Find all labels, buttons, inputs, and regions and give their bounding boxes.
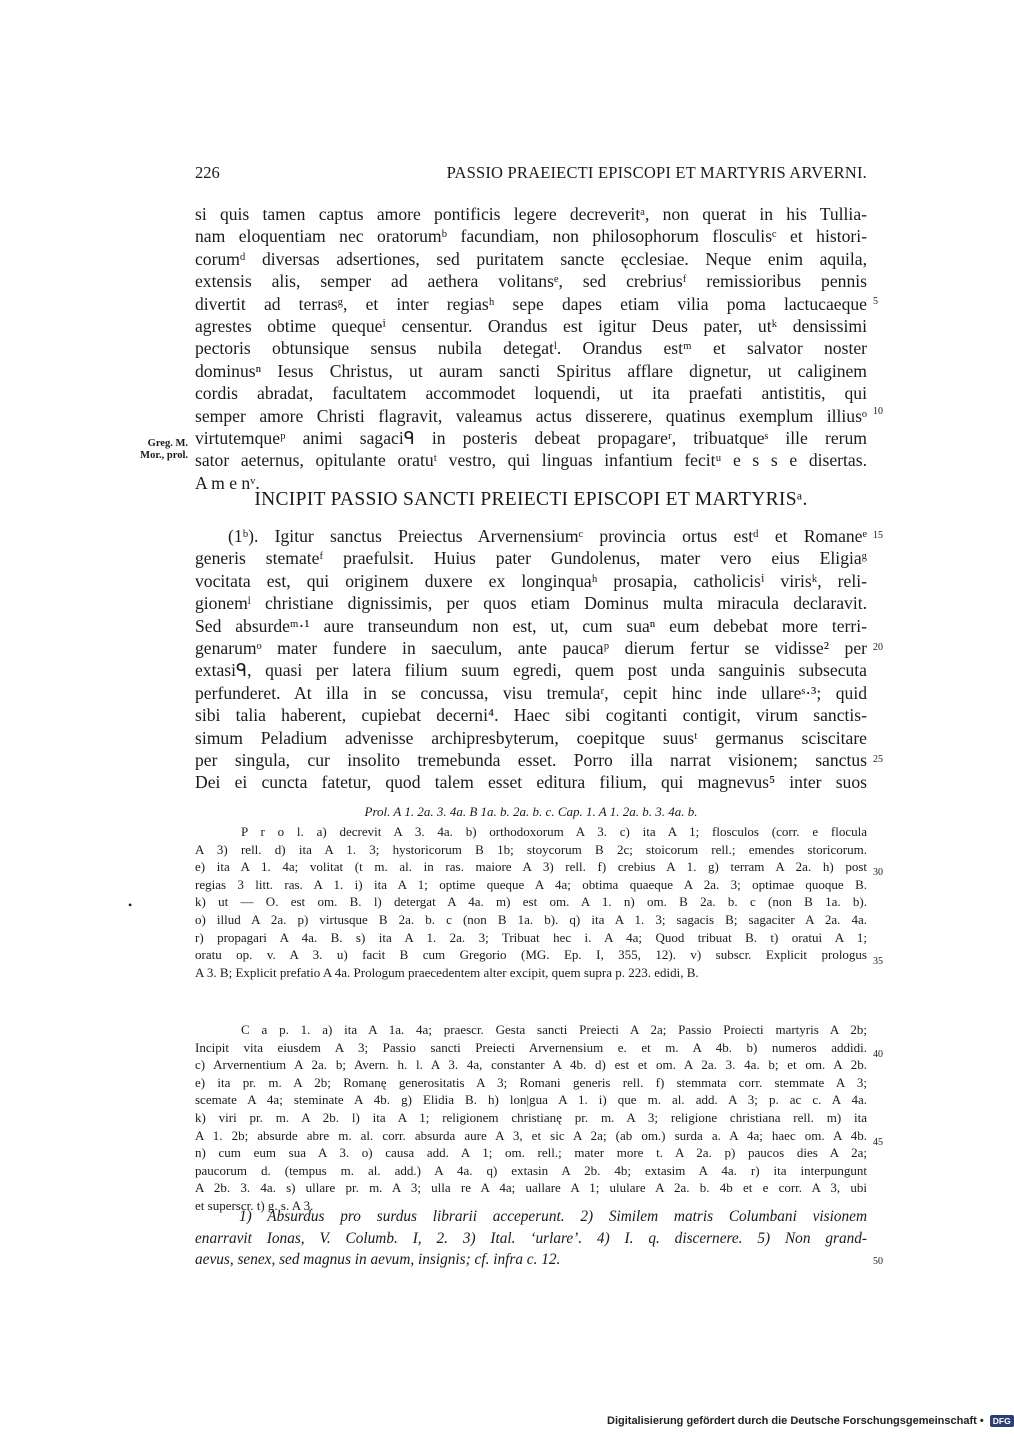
apparatus-line: A 3. B; Explicit prefatio A 4a. Prologum praecedentem alter excipit, quem supra p. 223. edidi, B. xyxy=(195,964,699,980)
line-number: 5 xyxy=(873,296,878,307)
apparatus-line: Incipit vita eiusdem A 3; Passio sancti Preiecti Arvernensium e. et m. A 4b. b) numeros addidi. xyxy=(195,1039,867,1055)
chapter-line: perfunderet. At illa in se concussa, visu tremulaʳ, cepit hinc inde ullareˢ·³; quid xyxy=(195,682,867,703)
apparatus-line: C a p. 1. a) ita A 1a. 4a; praescr. Gesta sancti Preiecti A 2a; Passio Proiecti martyris A 2b; xyxy=(241,1022,867,1037)
chapter-line: (1ᵇ). Igitur sanctus Preiectus Arvernensiumᶜ provincia ortus estᵈ et Romaneᵉ xyxy=(228,526,867,546)
apparatus-line: c) Arvernentium A 2a. b; Avern. h. l. A 3. 4a, constanter A 4b. d) est et om. A 2a. 3. 4a. b; et om. A 2b. xyxy=(195,1057,867,1073)
funding-credit xyxy=(607,1415,1014,1427)
apparatus-line: k) ut — O. est om. B. l) detergat A 4a. m) est om. A 1. n) om. B 2a. b. c (non B 1a. b). xyxy=(195,894,867,910)
prologue-line: cordis abradat, facultatem accommodet loquendi, ut ita praefati antistitis, qui xyxy=(195,383,867,404)
line-number: 10 xyxy=(873,406,883,417)
apparatus-line: A 1. 2b; absurde abre m. al. corr. absurda aure A 3, et sic A 2a; (ab om.) surda a. A 4a; haec om. A 4b. xyxy=(195,1127,867,1143)
apparatus-line: paucorum d. (tempus m. al. add.) A 4a. q) extasin A 2b. 4b; extasim A 4a. r) ita interpungunt xyxy=(195,1162,867,1178)
apparatus-line: regias 3 litt. ras. A 1. i) ita A 1; optime queque A 4a; obtima quaeque A 2a. 3; optimae quoque B. xyxy=(195,876,867,892)
margin-reference-line: Mor., prol. xyxy=(140,450,188,461)
apparatus-line: n) cum eum sua A 3. o) causa add. A 1; om. rell.; mater more t. A 2a. p) paucos dies A 2a; xyxy=(195,1145,867,1161)
running-title: PASSIO PRAEIECTI EPISCOPI ET MARTYRIS ARVERNI. xyxy=(446,163,867,182)
chapter-line: generis stemateᶠ praefulsit. Huius pater Gundolenus, mater vero eius Eligiaᵍ xyxy=(195,548,867,569)
prologue-line: agrestes obtime quequeⁱ censentur. Orandus est igitur Deus pater, utᵏ densissimi xyxy=(195,315,867,336)
line-number: 30 xyxy=(873,867,883,878)
prologue-line: virtutemqueᵖ animi sagaciᑫ in posteris debeat propagareʳ, tribuatqueˢ ille rerum xyxy=(195,427,867,448)
margin-mark: • xyxy=(128,898,133,912)
prologue-line: divertit ad terrasᵍ, et inter regiasʰ sepe dapes etiam vilia poma lactucaeque xyxy=(195,293,867,314)
chapter-line: simum Peladium advenisse archipresbyterum, coepitque suusᵗ germanus sciscitare xyxy=(195,727,867,748)
chapter-line: sibi talia haberent, cupiebat decerni⁴. Haec sibi cogitanti contigit, virum sanctis- xyxy=(195,705,867,726)
prologue-line: semper amore Christi flagravit, valeamus actus disserere, quatinus exemplum illiusᵒ xyxy=(195,405,867,426)
running-header xyxy=(195,163,867,187)
chapter-line: Sed absurdeᵐ·¹ aure transeundum non est, ut, cum suaⁿ eum debebat more terri- xyxy=(195,615,867,636)
line-number: 40 xyxy=(873,1049,883,1060)
apparatus-line: k) viri pr. m. A 2b. l) ita A 1; religionem christianę pr. m. A 3; religione christiana rell. m) ita xyxy=(195,1109,867,1125)
line-number: 20 xyxy=(873,642,883,653)
prologue-line: si quis tamen captus amore pontificis legere decreveritᵃ, non querat in his Tullia- xyxy=(195,204,867,224)
apparatus-sigla: Prol. A 1. 2a. 3. 4a. B 1a. b. 2a. b. c. Cap. 1. A 1. 2a. b. 3. 4a. b. xyxy=(364,804,698,819)
apparatus-chapter xyxy=(195,1021,867,1215)
apparatus-line: e) ita pr. m. A 2b; Romanę generositatis A 3; Romani generis rell. f) stemmata corr. stemmate A 3; xyxy=(195,1074,867,1090)
prologue-line: sator aeternus, opitulante oratuᵗ vestro, qui linguas infantium fecitᵘ e s s e disertas. xyxy=(195,450,867,471)
footnote-line: 1) Absurdus pro surdus librarii acceperunt. 2) Similem matris Columbani visionem xyxy=(239,1208,867,1225)
prologue-line: pectoris obtunsique sensus nubila detegatˡ. Orandus estᵐ et salvator noster xyxy=(195,338,867,359)
chapter-line: gionemˡ christiane dignissimis, per quos etiam Dominus multa miracula declaravit. xyxy=(195,593,867,614)
apparatus-line: oratu op. v. A 3. u) facit B cum Gregorio (MG. Ep. I, 355, 12). v) subscr. Explicit prologus xyxy=(195,947,867,963)
prologue-line: A m e nᵛ. xyxy=(195,472,260,493)
page-number: 226 xyxy=(195,163,220,182)
dfg-logo-icon: DFG xyxy=(990,1415,1014,1427)
prologue-line: dominusⁿ Iesus Christus, ut auram sancti Spiritus afflare dignetur, ut caliginem xyxy=(195,360,867,381)
funding-credit-text: Digitalisierung gefördert durch die Deutsche Forschungsgemeinschaft • xyxy=(607,1415,984,1427)
chapter-line: extasiᑫ, quasi per latera filium suum egredi, quem post unda sanguinis subsecuta xyxy=(195,660,867,681)
prologue-text xyxy=(195,203,867,494)
chapter-heading: INCIPIT PASSIO SANCTI PREIECTI EPISCOPI ET MARTYRISᵃ. xyxy=(254,489,808,510)
apparatus-line: o) illud A 2a. p) virtusque B 2a. b. c (non B 1a. b). q) ita A 1. 3; sagacis B; sagaciter A 2a. 4a. xyxy=(195,911,867,927)
footnote-line: aevus, senex, sed magnus in aevum, insignis; cf. infra c. 12. xyxy=(195,1251,561,1268)
chapter-line: per singula, cur insolito tremebunda esset. Porro illa narrat visionem; sanctus xyxy=(195,749,867,770)
line-number: 50 xyxy=(873,1256,883,1267)
apparatus-prologue xyxy=(195,823,867,981)
apparatus-line: r) propagari A 4a. B. s) ita A 1. 2a. 3; Tribuat hec i. A 4a; Quod tribuat B. t) oratui A 1; xyxy=(195,929,867,945)
apparatus-line: A 2b. 3. 4a. s) ullare pr. m. A 3; ulla re A 4a; uallare A 1; ululare A 2a. b. 4b et e corr. A 3, ubi xyxy=(195,1180,867,1196)
footnote-line: enarravit Ionas, V. Columb. I, 2. 3) Ital. ‘urlare’. 4) I. q. discernere. 5) Non grand- xyxy=(195,1229,867,1247)
prologue-line: extensis alis, semper ad aethera volitansᵉ, sed crebriusᶠ remissioribus pennis xyxy=(195,271,867,292)
apparatus-line: A 3) rell. d) ita A 1. 3; hystoricorum B 1b; stoycorum B 2c; stoicorum rell.; emendes storicorum. xyxy=(195,841,867,857)
line-number: 35 xyxy=(873,956,883,967)
chapter-line: vocitata est, qui originem duxere ex longinquaʰ prosapia, catholicisⁱ virisᵏ, reli- xyxy=(195,570,867,591)
apparatus-line: scemate A 4a; steminate A 4b. g) Elidia B. h) lon|gua A 1. i) que m. al. add. A 3; p. ac c. A 4a. xyxy=(195,1092,867,1108)
prologue-line: nam eloquentiam nec oratorumᵇ facundiam, non philosophorum flosculisᶜ et histori- xyxy=(195,226,867,247)
chapter-line: genarumᵒ mater fundere in saeculum, ante paucaᵖ dierum fertur se vidisse² per xyxy=(195,637,867,658)
chapter-text xyxy=(195,525,867,794)
chapter-line: Dei ei cuncta fatetur, quod talem esset editura filium, qui magnevus⁵ inter suos xyxy=(195,772,867,793)
line-number: 45 xyxy=(873,1137,883,1148)
margin-reference-line: Greg. M. xyxy=(147,438,188,449)
apparatus-line: et superscr. t) g. s. A 3. xyxy=(195,1197,314,1213)
apparatus-line: e) ita A 1. 4a; volitat (t m. al. in ras. maiore A 3) rell. f) crebius A 1. g) terram A 2a. h) post xyxy=(195,859,867,875)
prologue-line: corumᵈ diversas adsertiones, sed puritatem sancte ęcclesiae. Neque enim aquila, xyxy=(195,248,867,269)
line-number: 25 xyxy=(873,754,883,765)
apparatus-line: P r o l. a) decrevit A 3. 4a. b) orthodoxorum A 3. c) ita A 1; flosculos (corr. e flocula xyxy=(241,824,867,839)
line-number: 15 xyxy=(873,530,883,541)
margin-reference xyxy=(128,438,188,462)
footnotes xyxy=(195,1206,867,1271)
